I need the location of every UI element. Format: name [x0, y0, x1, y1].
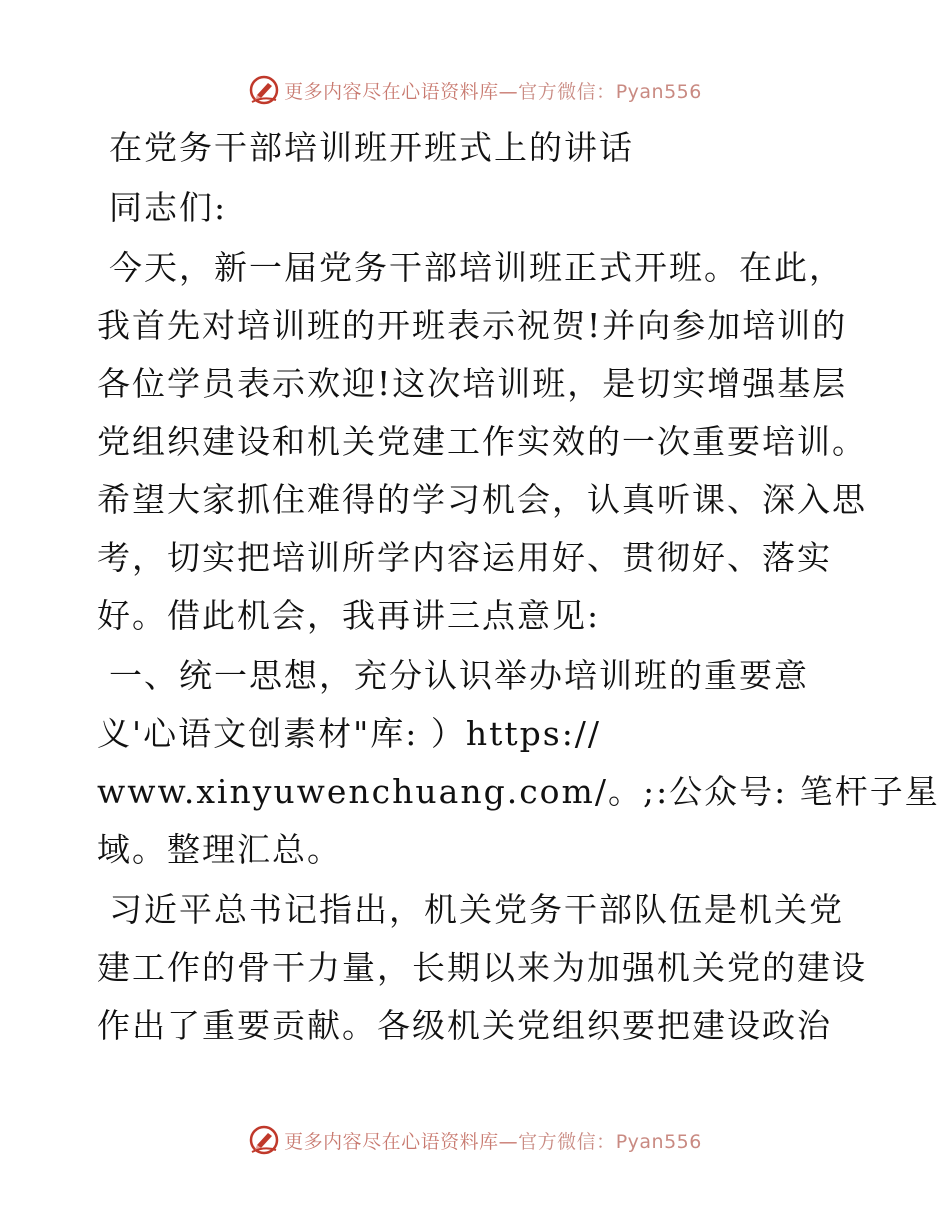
- document-body: [97, 118, 940, 1048]
- paragraph-line: 一、统一思想，充分认识举办培训班的重要意: [109, 656, 809, 695]
- pen-logo-icon: [248, 1124, 280, 1156]
- paragraph-line: 党组织建设和机关党建工作实效的一次重要培训。: [97, 422, 867, 461]
- paragraph-line: 考，切实把培训所学内容运用好、贯彻好、落实: [97, 538, 832, 577]
- paragraph-line: 域。整理汇总。: [97, 830, 342, 869]
- paragraph-3: [97, 888, 867, 1048]
- watermark-wechat-label: 官方微信：: [518, 80, 616, 103]
- watermark-dash: —: [498, 80, 519, 103]
- pen-logo-icon: [248, 74, 280, 106]
- paragraph-line: 今天，新一届党务干部培训班正式开班。在此，: [109, 248, 844, 287]
- document-title: 在党务干部培训班开班式上的讲话: [109, 128, 634, 167]
- paragraph-2: [97, 654, 940, 872]
- paragraph-line: 希望大家抓住难得的学习机会，认真听课、深入思: [97, 480, 867, 519]
- paragraph-line: 好。借此机会，我再讲三点意见:: [97, 596, 601, 635]
- watermark-wechat-label: 官方微信：: [518, 1130, 616, 1153]
- watermark-main-text: 更多内容尽在心语资料库: [284, 80, 499, 103]
- watermark-header: [0, 70, 950, 110]
- watermark-wechat-id: Pyan556: [615, 1130, 702, 1153]
- paragraph-line: 义'心语文创素材"库: ）https://: [97, 714, 602, 753]
- paragraph-line: www.xinyuwenchuang.com/。;:公众号: 笔杆子星: [97, 772, 940, 811]
- paragraph-line: 建工作的骨干力量，长期以来为加强机关党的建设: [97, 948, 867, 987]
- paragraph-line: 作出了重要贡献。各级机关党组织要把建设政治: [97, 1006, 832, 1045]
- paragraph-1: [97, 246, 867, 638]
- greeting: 同志们:: [109, 188, 228, 227]
- paragraph-line: 习近平总书记指出，机关党务干部队伍是机关党: [109, 890, 844, 929]
- watermark-dash: —: [498, 1130, 519, 1153]
- paragraph-line: 我首先对培训班的开班表示祝贺!并向参加培训的: [97, 306, 848, 345]
- watermark-footer: [0, 1120, 950, 1160]
- watermark-wechat-id: Pyan556: [615, 80, 702, 103]
- watermark-main-text: 更多内容尽在心语资料库: [284, 1130, 499, 1153]
- paragraph-line: 各位学员表示欢迎!这次培训班，是切实增强基层: [97, 364, 848, 403]
